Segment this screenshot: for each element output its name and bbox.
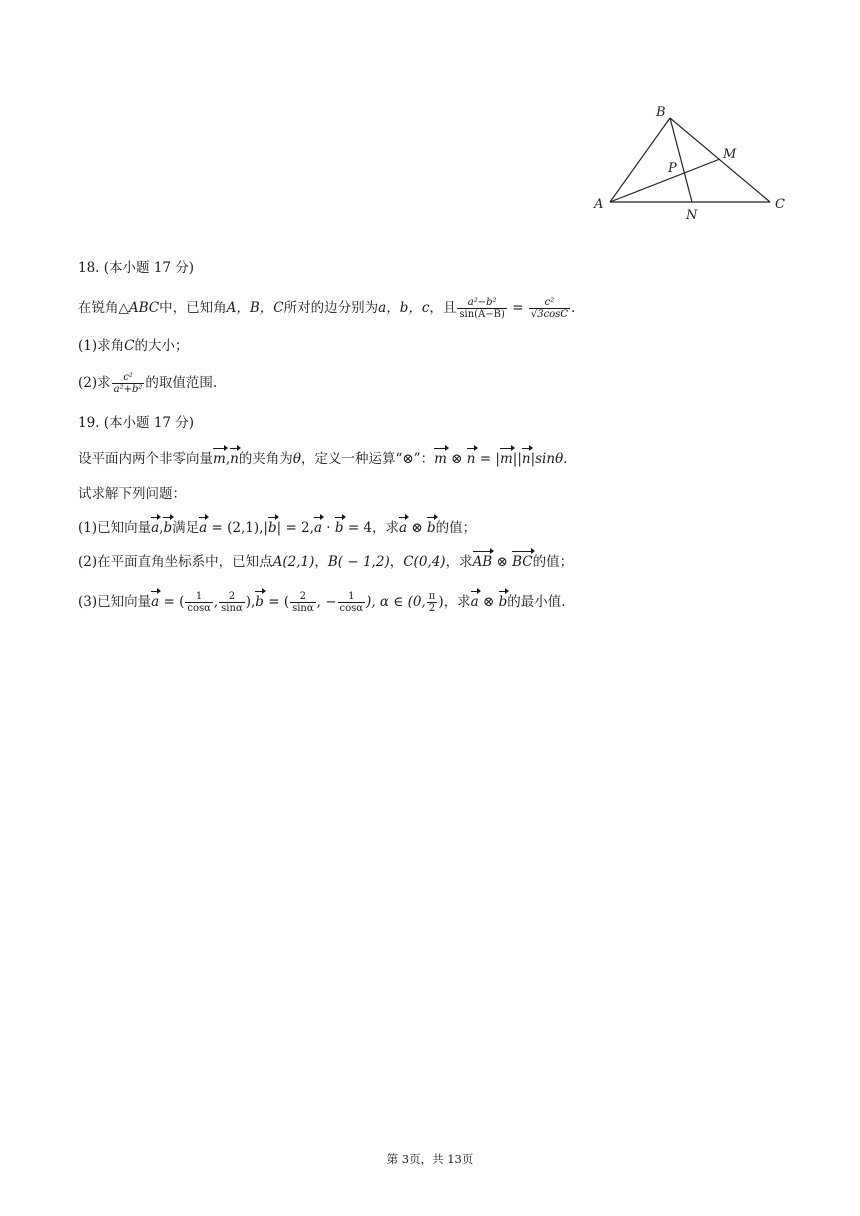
q19-part1: (1)已知向量a,b满足a = (2,1),|b| = 2,a · b = 4，求a ⊗ b的值； (78, 520, 477, 536)
page-footer: 第 3页，共 13页 (386, 1152, 474, 1166)
q19-part2: (2)在平面直角坐标系中，已知点A(2,1)，B( − 1,2)，C(0,4)，求AB ⊗ BC的值； (78, 554, 574, 570)
q19-part3: (3)已知向量a = ( $\frac{1}{\cos\alpha}$ , $\frac{2}{\sin\alpha}$ ),b = ( $\frac{2}{\sin\alpha}$ , − $\frac{1}{\cos\alpha}$ ), α ∈ (0, $\frac{\pi}{2}$ )，求a ⊗ b的最小值. (78, 591, 566, 614)
label-m: M (723, 147, 737, 162)
segment-bn (670, 118, 692, 202)
segment-am (610, 159, 720, 202)
fraction-1: $\frac{\text{a²−b²}}{\sin(A-B)}$ (459, 297, 505, 320)
triangle-figure (588, 100, 798, 225)
fraction-2: $\frac{\text{c²}}{√3\cos C}$ (530, 297, 568, 320)
label-b: B (656, 105, 666, 120)
label-p: P (668, 161, 677, 176)
label-n: N (686, 208, 698, 223)
fraction-3: $\frac{\text{c²}}{\text{a²+b²}}$ (113, 372, 143, 395)
side-ab (610, 118, 670, 202)
q18-stem: 在锐角△ABC中，已知角A，B，C所对的边分别为a，b，c，且 $\frac{\text{a²−b²}}{\sin(A-B)}$ = $\frac{\text{c²}}{√3\cos C}$ . (78, 297, 576, 320)
label-a: A (594, 197, 604, 212)
q19-stem: 设平面内两个非零向量m,n的夹角为θ，定义一种运算“⊗”：m ⊗ n = |m||n|sinθ. (78, 451, 568, 467)
q19-heading: 19. (本小题 17 分) (78, 415, 195, 431)
q18-part1: (1)求角C的大小； (78, 338, 189, 354)
q19-intro: 试求解下列问题： (78, 486, 186, 502)
side-bc (670, 118, 770, 202)
q18-part2: (2)求 $\frac{\text{c²}}{\text{a²+b²}}$ 的取值范围. (78, 372, 218, 395)
label-c: C (775, 197, 785, 212)
q18-heading: 18. (本小题 17 分) (78, 260, 195, 276)
